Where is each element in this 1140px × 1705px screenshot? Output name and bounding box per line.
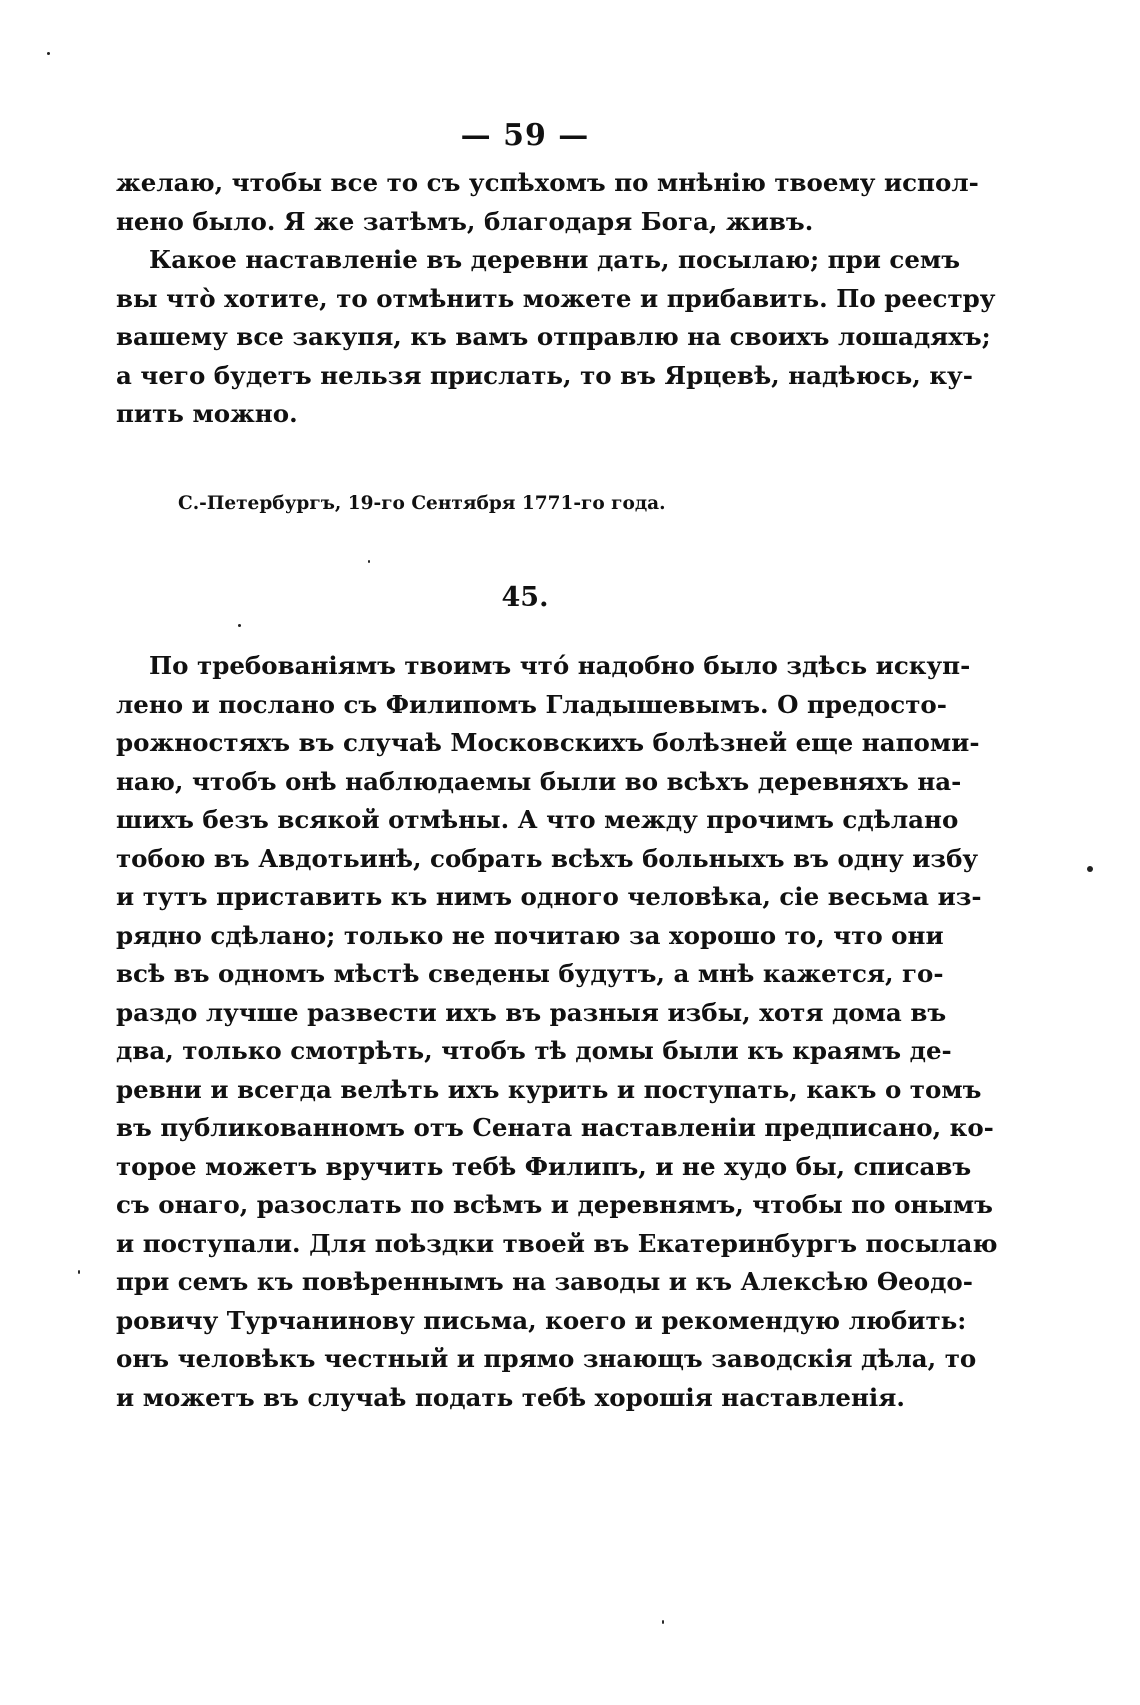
text-line: съ онаго, разослать по всѣмъ и деревнямъ, чтобы по онымъ bbox=[116, 1190, 993, 1219]
text-line: вы чтò хотите, то отмѣнить можете и прибавить. По реестру bbox=[116, 283, 996, 313]
text-line: всѣ въ одномъ мѣстѣ сведены будутъ, а мнѣ кажется, го- bbox=[116, 959, 944, 988]
text-line: при семъ къ повѣреннымъ на заводы и къ Алексѣю Ѳеодо- bbox=[116, 1267, 973, 1296]
scan-speck bbox=[662, 1620, 664, 1624]
scan-speck bbox=[47, 52, 50, 55]
text-line: раздо лучше развести ихъ въ разныя избы, хотя дома въ bbox=[116, 997, 947, 1027]
scan-speck bbox=[1087, 866, 1093, 872]
text-line: и тутъ приставить къ нимъ одного человѣка, сіе весьма из- bbox=[116, 882, 982, 911]
text-line: лено и послано съ Филипомъ Гладышевымъ. О предосто- bbox=[116, 689, 947, 719]
text-line: торое можетъ вручить тебѣ Филипъ, и не худо бы, списавъ bbox=[116, 1151, 972, 1181]
text-line: По требованіямъ твоимъ чтó надобно было здѣсь искуп- bbox=[149, 651, 971, 680]
text-line: вашему все закупя, къ вамъ отправлю на своихъ лошадяхъ; bbox=[116, 322, 991, 351]
letter-number: 45. bbox=[501, 582, 549, 613]
letter-44-text bbox=[116, 164, 996, 434]
text-line: ровичу Турчанинову письма, коего и рекомендую любить: bbox=[116, 1305, 967, 1335]
text-line: тобою въ Авдотьинѣ, собрать всѣхъ больныхъ въ одну избу bbox=[116, 843, 979, 873]
text-line: желаю, чтобы все то съ успѣхомъ по мнѣнію твоему испол- bbox=[116, 168, 979, 197]
text-line: и можетъ въ случаѣ подать тебѣ хорошія наставленія. bbox=[116, 1382, 905, 1412]
scan-speck bbox=[78, 1270, 80, 1274]
text-line: наю, чтобъ онѣ наблюдаемы были во всѣхъ деревняхъ на- bbox=[116, 766, 962, 796]
letter-dateline: С.-Петербургъ, 19-го Сентября 1771-го года. bbox=[178, 493, 666, 514]
text-line: шихъ безъ всякой отмѣны. А что между прочимъ сдѣлано bbox=[116, 805, 959, 834]
scan-speck bbox=[368, 560, 370, 563]
letter-45-text bbox=[116, 647, 998, 1417]
text-line: въ публикованномъ отъ Сената наставленіи предписано, ко- bbox=[116, 1113, 994, 1142]
text-line: а чего будетъ нельзя прислать, то въ Ярцевѣ, надѣюсь, ку- bbox=[116, 360, 973, 390]
text-line: и поступали. Для поѣздки твоей въ Екатеринбургъ посылаю bbox=[116, 1228, 998, 1258]
scan-speck bbox=[238, 624, 241, 627]
text-line: пить можно. bbox=[116, 399, 298, 428]
text-line: ревни и всегда велѣть ихъ курить и поступать, какъ о томъ bbox=[116, 1074, 982, 1104]
text-line: Какое наставленіе въ деревни дать, посылаю; при семъ bbox=[149, 245, 960, 274]
page-number: — 59 — bbox=[460, 118, 590, 153]
text-line: рядно сдѣлано; только не почитаю за хорошо то, что они bbox=[116, 920, 944, 950]
text-line: рожностяхъ въ случаѣ Московскихъ болѣзней еще напоми- bbox=[116, 728, 980, 757]
text-line: нено было. Я же затѣмъ, благодаря Бога, живъ. bbox=[116, 206, 814, 236]
text-line: онъ человѣкъ честный и прямо знающъ заводскія дѣла, то bbox=[116, 1344, 977, 1373]
text-line: два, только смотрѣть, чтобъ тѣ домы были къ краямъ де- bbox=[116, 1036, 952, 1065]
